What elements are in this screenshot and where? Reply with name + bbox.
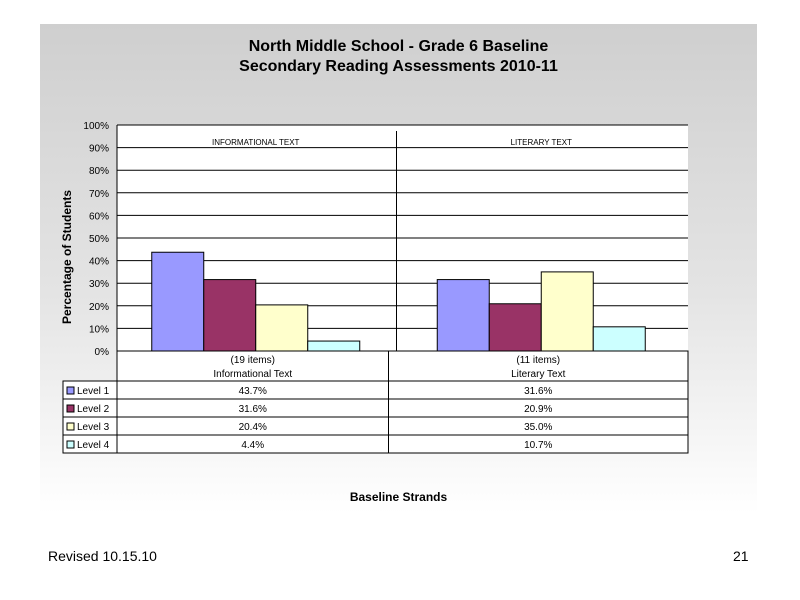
data-label: 10.7%	[524, 440, 553, 451]
legend-swatch	[67, 387, 74, 394]
y-tick-label: 30%	[88, 279, 109, 291]
bar	[437, 280, 489, 351]
y-tick-label: 40%	[88, 256, 109, 268]
chart-subtitle: Secondary Reading Assessments 2010-11	[239, 58, 558, 75]
bar	[593, 327, 645, 351]
group-label: Literary Text	[511, 369, 566, 380]
data-label: 31.6%	[524, 386, 553, 397]
bar	[152, 252, 204, 351]
legend-swatch	[67, 423, 74, 430]
data-label: 31.6%	[238, 404, 267, 415]
bar	[489, 304, 541, 351]
data-label: 43.7%	[238, 386, 267, 397]
data-table-header	[117, 351, 688, 381]
legend-swatch	[67, 441, 74, 448]
y-tick-label: 20%	[88, 301, 109, 313]
y-tick-label: 70%	[88, 188, 109, 200]
legend-label: Level 1	[77, 386, 110, 397]
bar	[204, 280, 256, 351]
y-tick-label: 0%	[94, 347, 109, 358]
legend-label: Level 2	[77, 404, 110, 415]
data-label: 20.4%	[238, 422, 267, 433]
bar	[256, 305, 308, 351]
data-label: 35.0%	[524, 422, 553, 433]
legend-swatch	[67, 405, 74, 412]
y-tick-label: 90%	[88, 143, 109, 155]
legend-label: Level 3	[77, 422, 110, 433]
y-tick-label: 100%	[83, 121, 109, 132]
legend-label: Level 4	[77, 440, 110, 451]
group-header: INFORMATIONAL TEXT	[212, 138, 300, 147]
page-number: 21	[733, 548, 749, 564]
y-tick-label: 10%	[88, 324, 109, 336]
group-header: LITERARY TEXT	[510, 138, 572, 147]
group-item-count: (19 items)	[230, 355, 275, 366]
chart-title: North Middle School - Grade 6 Baseline	[248, 38, 549, 55]
bar	[541, 272, 593, 351]
y-tick-label: 50%	[88, 234, 109, 245]
data-label: 20.9%	[524, 404, 553, 415]
x-axis-label: Baseline Strands	[349, 490, 448, 504]
y-tick-label: 80%	[88, 166, 109, 178]
data-label: 4.4%	[241, 440, 265, 451]
bar	[308, 341, 360, 351]
y-axis-label: Percentage of Students	[60, 189, 74, 325]
group-item-count: (11 items)	[516, 355, 561, 366]
group-label: Informational Text	[213, 369, 293, 380]
revised-date: Revised 10.15.10	[48, 548, 157, 564]
y-tick-label: 60%	[88, 211, 109, 223]
